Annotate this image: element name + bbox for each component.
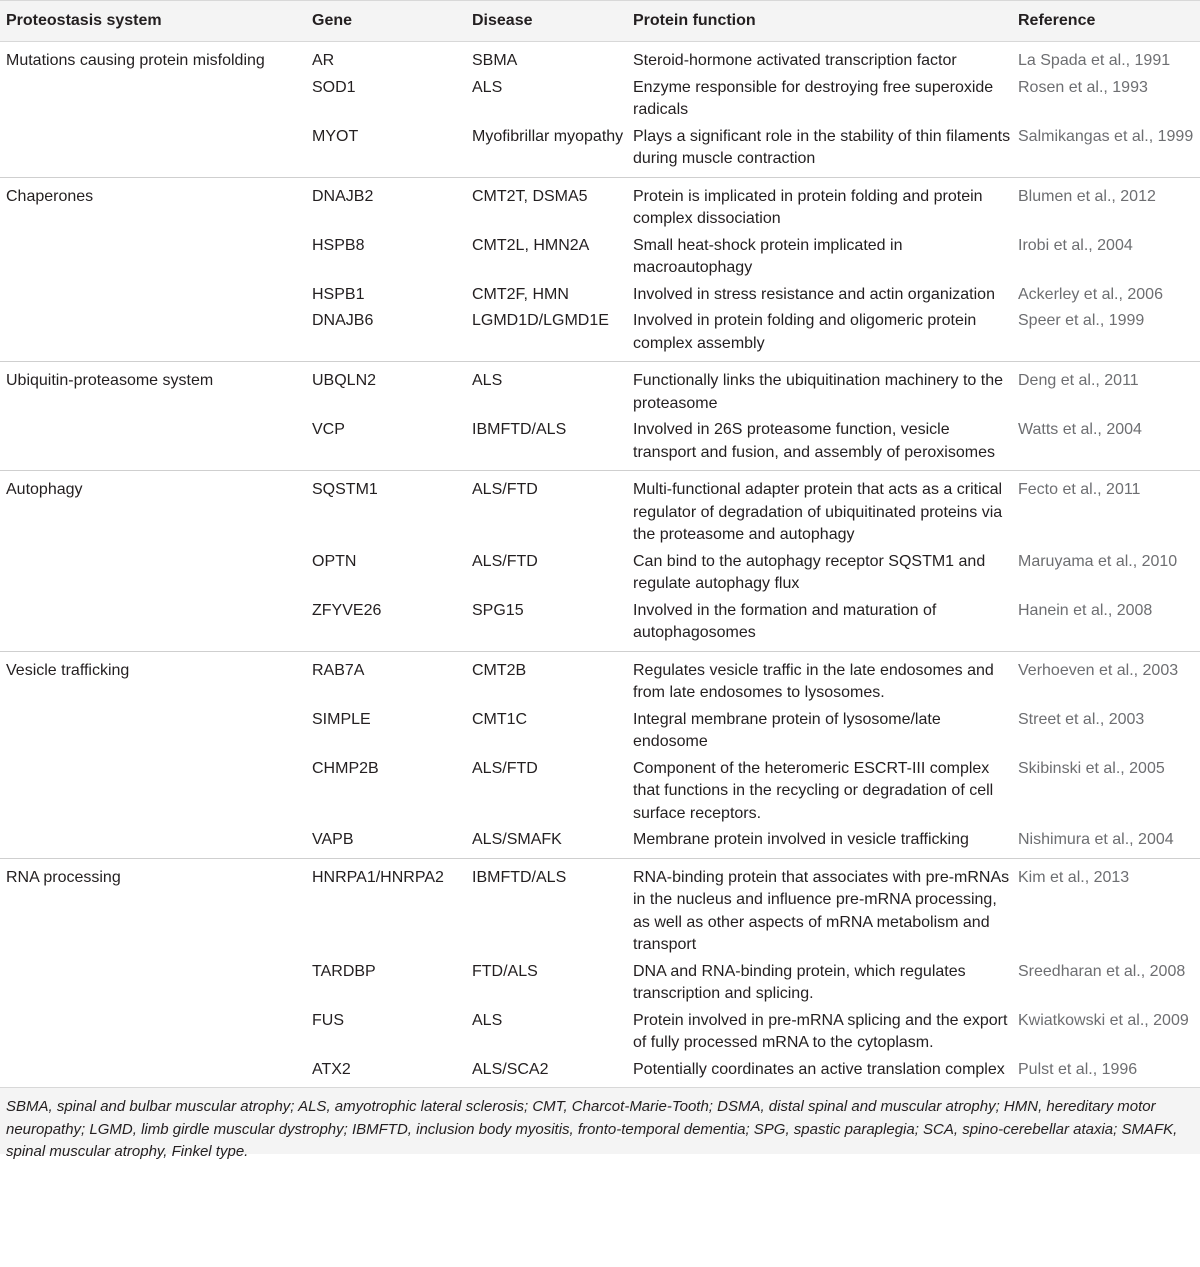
table-row bbox=[0, 362, 1200, 416]
function-cell: Involved in 26S proteasome function, vesicle transport and fusion, and assembly of peroxisomes bbox=[633, 421, 995, 461]
disease-cell: CMT2B bbox=[466, 651, 627, 705]
header-protein-function: Protein function bbox=[627, 1, 1012, 42]
function-cell: Involved in protein folding and oligomeric protein complex assembly bbox=[633, 312, 977, 352]
disease-cell: Myofibrillar myopathy bbox=[472, 127, 624, 145]
table-row bbox=[0, 825, 1200, 858]
reference-cell: Hanein et al., 2008 bbox=[1018, 601, 1153, 619]
disease-cell: SBMA bbox=[472, 52, 518, 69]
function-cell: Plays a significant role in the stability of thin filaments during muscle contraction bbox=[633, 127, 1011, 167]
gene-cell: ATX2 bbox=[312, 1060, 351, 1078]
header-disease: Disease bbox=[466, 1, 627, 42]
reference-cell: Verhoeven et al., 2003 bbox=[1012, 651, 1200, 705]
disease-cell: ALS/SMAFK bbox=[472, 831, 562, 848]
disease-cell: CMT2F, HMN bbox=[472, 285, 569, 303]
system-cell bbox=[0, 754, 306, 826]
system-cell bbox=[0, 705, 306, 754]
reference-cell: Salmikangas et al., 1999 bbox=[1018, 127, 1194, 145]
reference-cell: Blumen et al., 2012 bbox=[1012, 177, 1200, 231]
system-cell bbox=[0, 306, 306, 362]
gene-cell: SIMPLE bbox=[312, 710, 371, 728]
gene-cell: RAB7A bbox=[306, 651, 466, 705]
disease-cell: ALS/FTD bbox=[472, 759, 538, 777]
gene-cell: VCP bbox=[312, 421, 345, 438]
gene-cell: SOD1 bbox=[312, 78, 356, 96]
function-cell: Small heat-shock protein implicated in macroautophagy bbox=[633, 236, 903, 276]
reference-cell: Ackerley et al., 2006 bbox=[1018, 285, 1163, 303]
disease-cell: CMT2L, HMN2A bbox=[472, 236, 590, 254]
system-cell: Ubiquitin-proteasome system bbox=[0, 362, 306, 416]
system-cell bbox=[0, 415, 306, 471]
reference-cell: Street et al., 2003 bbox=[1018, 710, 1145, 728]
function-cell: Involved in stress resistance and actin organization bbox=[633, 285, 995, 303]
system-cell bbox=[0, 1055, 306, 1088]
table-row bbox=[0, 73, 1200, 122]
table-row bbox=[0, 547, 1200, 596]
header-gene: Gene bbox=[306, 1, 466, 42]
table-row bbox=[0, 280, 1200, 307]
reference-cell: Kwiatkowski et al., 2009 bbox=[1018, 1011, 1189, 1029]
reference-cell: Pulst et al., 1996 bbox=[1018, 1060, 1138, 1078]
gene-cell: HSPB1 bbox=[312, 285, 365, 303]
gene-cell: CHMP2B bbox=[312, 759, 379, 777]
reference-cell: Rosen et al., 1993 bbox=[1018, 78, 1148, 96]
system-cell bbox=[0, 280, 306, 307]
system-cell bbox=[0, 596, 306, 652]
disease-cell: LGMD1D/LGMD1E bbox=[472, 312, 609, 329]
table-row bbox=[0, 1006, 1200, 1055]
disease-cell: ALS/SCA2 bbox=[472, 1060, 549, 1078]
reference-cell: Irobi et al., 2004 bbox=[1018, 236, 1133, 254]
reference-cell: Maruyama et al., 2010 bbox=[1018, 552, 1178, 570]
system-cell bbox=[0, 957, 306, 1006]
gene-cell: MYOT bbox=[312, 127, 359, 145]
function-cell: Integral membrane protein of lysosome/late endosome bbox=[633, 710, 941, 750]
function-cell: Membrane protein involved in vesicle trafficking bbox=[633, 831, 969, 848]
gene-cell: TARDBP bbox=[312, 962, 376, 980]
table-row bbox=[0, 415, 1200, 471]
system-cell: Chaperones bbox=[0, 177, 306, 231]
system-cell bbox=[0, 122, 306, 178]
table-row bbox=[0, 1055, 1200, 1088]
function-cell: Potentially coordinates an active translation complex bbox=[633, 1060, 1005, 1078]
table-header-row bbox=[0, 1, 1200, 42]
function-cell: Regulates vesicle traffic in the late endosomes and from late endosomes to lysosomes. bbox=[627, 651, 1012, 705]
reference-cell: Watts et al., 2004 bbox=[1018, 421, 1142, 438]
function-cell: Protein involved in pre-mRNA splicing and the export of fully processed mRNA to the cytoplasm. bbox=[633, 1011, 1008, 1051]
disease-cell: ALS bbox=[472, 78, 503, 96]
gene-cell: DNAJB6 bbox=[312, 312, 374, 329]
table-row bbox=[0, 471, 1200, 547]
gene-cell: HNRPA1/HNRPA2 bbox=[306, 858, 466, 957]
gene-cell: AR bbox=[312, 52, 335, 69]
reference-cell: Skibinski et al., 2005 bbox=[1018, 759, 1165, 777]
function-cell: Can bind to the autophagy receptor SQSTM1 and regulate autophagy flux bbox=[633, 552, 986, 592]
table-row bbox=[0, 651, 1200, 705]
system-cell: RNA processing bbox=[0, 858, 306, 957]
reference-cell: Sreedharan et al., 2008 bbox=[1018, 962, 1186, 980]
disease-cell: ALS bbox=[466, 362, 627, 416]
function-cell: RNA-binding protein that associates with pre-mRNAs in the nucleus and influence pre-mRNA processing, as well as other aspects of mRNA metabolism and transport bbox=[627, 858, 1012, 957]
system-cell: Mutations causing protein misfolding bbox=[6, 52, 265, 69]
header-reference: Reference bbox=[1012, 1, 1200, 42]
reference-cell: La Spada et al., 1991 bbox=[1018, 52, 1171, 69]
table-row bbox=[0, 754, 1200, 826]
gene-cell: HSPB8 bbox=[312, 236, 365, 254]
gene-cell: VAPB bbox=[312, 831, 354, 848]
table-row bbox=[0, 306, 1200, 362]
disease-cell: IBMFTD/ALS bbox=[466, 858, 627, 957]
system-cell bbox=[0, 73, 306, 122]
gene-cell: UBQLN2 bbox=[306, 362, 466, 416]
table-body bbox=[0, 42, 1200, 1088]
system-cell: Vesicle trafficking bbox=[0, 651, 306, 705]
disease-cell: CMT2T, DSMA5 bbox=[466, 177, 627, 231]
table-row bbox=[0, 42, 1200, 73]
gene-cell: SQSTM1 bbox=[306, 471, 466, 547]
gene-cell: ZFYVE26 bbox=[312, 601, 382, 619]
function-cell: Involved in the formation and maturation of autophagosomes bbox=[633, 601, 937, 641]
table-row bbox=[0, 858, 1200, 957]
reference-cell: Speer et al., 1999 bbox=[1018, 312, 1145, 329]
disease-cell: FTD/ALS bbox=[472, 962, 538, 980]
system-cell bbox=[0, 825, 306, 858]
system-cell bbox=[0, 547, 306, 596]
function-cell: Functionally links the ubiquitination machinery to the proteasome bbox=[627, 362, 1012, 416]
gene-cell: FUS bbox=[312, 1011, 344, 1029]
disease-cell: ALS/FTD bbox=[466, 471, 627, 547]
function-cell: Enzyme responsible for destroying free superoxide radicals bbox=[633, 78, 994, 118]
table-row bbox=[0, 957, 1200, 1006]
reference-cell: Kim et al., 2013 bbox=[1012, 858, 1200, 957]
system-cell bbox=[0, 231, 306, 280]
disease-cell: ALS bbox=[472, 1011, 503, 1029]
table-footnote: SBMA, spinal and bulbar muscular atrophy; ALS, amyotrophic lateral sclerosis; CMT, Charcot-Marie-Tooth; DSMA, distal spinal and muscular atrophy; HMN, hereditary motor neuropathy; LGMD, limb girdle muscular dystrophy; IBMFTD, inclusion body myositis, fronto-temporal dementia; SPG, spastic paraplegia; SCA, spino-cerebellar ataxia; SMAFK, spinal muscular atrophy, Finkel type. bbox=[0, 1087, 1200, 1154]
reference-cell: Fecto et al., 2011 bbox=[1012, 471, 1200, 547]
system-cell: Autophagy bbox=[0, 471, 306, 547]
reference-cell: Deng et al., 2011 bbox=[1012, 362, 1200, 416]
table-row bbox=[0, 122, 1200, 178]
function-cell: Protein is implicated in protein folding and protein complex dissociation bbox=[627, 177, 1012, 231]
gene-cell: DNAJB2 bbox=[306, 177, 466, 231]
table-row bbox=[0, 705, 1200, 754]
disease-cell: CMT1C bbox=[472, 710, 528, 728]
system-cell bbox=[0, 1006, 306, 1055]
disease-cell: ALS/FTD bbox=[472, 552, 538, 570]
function-cell: Steroid-hormone activated transcription factor bbox=[633, 52, 957, 69]
reference-cell: Nishimura et al., 2004 bbox=[1018, 831, 1174, 848]
table-row bbox=[0, 231, 1200, 280]
function-cell: DNA and RNA-binding protein, which regulates transcription and splicing. bbox=[633, 962, 966, 1002]
function-cell: Component of the heteromeric ESCRT-III complex that functions in the recycling or degradation of cell surface receptors. bbox=[633, 759, 994, 822]
header-proteostasis-system: Proteostasis system bbox=[0, 1, 306, 42]
function-cell: Multi-functional adapter protein that acts as a critical regulator of degradation of ubiquitinated proteins via the proteasome and autophagy bbox=[627, 471, 1012, 547]
table-row bbox=[0, 596, 1200, 652]
disease-cell: IBMFTD/ALS bbox=[472, 421, 567, 438]
table-row bbox=[0, 177, 1200, 231]
disease-cell: SPG15 bbox=[472, 601, 524, 619]
gene-cell: OPTN bbox=[312, 552, 357, 570]
